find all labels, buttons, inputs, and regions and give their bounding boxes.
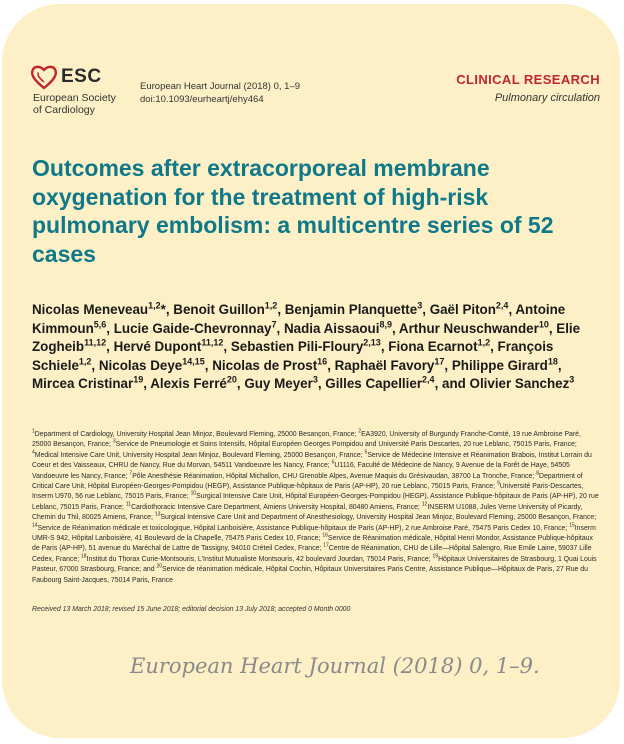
doi-link[interactable]: doi:10.1093/eurheartj/ehy464 <box>140 94 264 105</box>
author-affiliation-ref: 2,13 <box>363 337 381 348</box>
affiliation-number: 9 <box>496 480 500 487</box>
affiliation-text: Medical Intensive Care Unit, University Hospital Jean Minjoz, Boulevard Fleming, 25000 Besançon, France; <box>34 451 365 459</box>
affiliation-text: Service de Médecine Intensive et Réanimation Brabois, Institut Lorrain du Coeur et des Vaisseaux, CHRU de Nancy, Rue du Morvan, 54511 Vandoeuvre les Nancy, France; <box>32 451 592 470</box>
affiliation-number: 18 <box>81 553 87 560</box>
author-name[interactable]: Gaël Piton <box>429 302 496 317</box>
affiliation-number: 3 <box>112 439 116 446</box>
author-name[interactable]: Lucie Gaide-Chevronnay <box>113 320 272 336</box>
author-name[interactable]: Nicolas Deye <box>98 357 183 373</box>
paper-card <box>2 4 620 738</box>
affiliation-text: Pôle Anesthésie Réanimation, Hôpital Michallon, CHU Grenoble Alpes, Avenue Maquis du Grésivaudan, 38700 La Tronche, France; <box>132 472 537 480</box>
affiliation-text: Inserm UMR-S 942, Hôpital Lariboisière, 41 Boulevard de la Chapelle, 75475 Paris Cedex 10, France; <box>32 524 596 543</box>
author-affiliation-ref: 3 <box>312 374 318 385</box>
affiliation-text: Centre de Réanimation, CHU de Lille—Hôpital Salengro, Rue Emile Laine, 59037 Lille Cedex, France; <box>32 545 592 563</box>
affiliation-number: 13 <box>154 511 161 518</box>
article-title: Outcomes after extracorporeal membrane oxygenation for the treatment of high-risk pulmonary embolism: a multicentre series of 52 cases <box>32 155 554 267</box>
author-name[interactable]: Antoine Kimmoun <box>32 302 566 336</box>
affiliation-number: 17 <box>323 543 329 550</box>
org-subtitle: European Society of Cardiology <box>33 92 116 116</box>
author-affiliation-ref: 7 <box>271 319 277 330</box>
author-list: Nicolas Meneveau$^{1,2}$*, Benoit Guillon$^{1,2}$, Benjamin Planquette$^3$, Gaël Piton$^{2,4}$, Antoine Kimmoun$^{5,6}$, Lucie Gaide-Chevronnay$^7$, Nadia Aissaoui$^{8,9}$, Arthur Neuschwander$^{10}$, Elie Zogheib$^{11,12}$, Hervé Dupont$^{11,12}$, Sebastien Pili-Floury$^{2,13}$, Fiona Ecarnot$^{1,2}$, François Schiele$^{1,2}$, Nicolas Deye$^{14,15}$, Nicolas de Prost$^{16}$, Raphaël Favory$^{17}$, Philippe Girard$^{18}$, Mircea Cristinar$^{19}$, Alexis Ferré$^{20}$, Guy Meyer$^3$, Gilles Capellier$^{2,4}$, and Olivier Sanchez$^3$ <box>32 300 581 391</box>
author-affiliation-ref: 10 <box>538 319 549 330</box>
affiliation-number: 5 <box>364 449 368 456</box>
section-subtitle: Pulmonary circulation <box>494 92 600 104</box>
affiliation-text: Surgical Intensive Care Unit and Department of Anesthesiology, University Hospital Jean Minjoz, Boulevard Fleming, 25000 Besançon, France; <box>160 514 597 522</box>
author-name[interactable]: Mircea Cristinar <box>32 376 134 391</box>
section-title: CLINICAL RESEARCH <box>456 72 600 87</box>
author-affiliation-ref: 11,12 <box>201 337 224 348</box>
affiliation-text: Service de Réanimation médicale et toxicologique, Hôpital Lariboisière, Assistance Publique-hôpitaux de Paris (AP-HP), 2 rue Ambroise Paré, 75475 Paris Cedex 10, France; <box>37 524 570 532</box>
author-affiliation-ref: 3 <box>417 300 423 311</box>
affiliation-text: Cardiothoracic Intensive Care Department, Amiens University Hospital, 80480 Amiens, France; <box>131 503 422 511</box>
affiliation-text: EA3920, University of Burgundy Franche-Comté, 19 rue Ambroise Paré, 25000 Besançon, France; <box>32 431 581 449</box>
author-name[interactable]: Elie Zogheib <box>32 320 581 354</box>
affiliations <box>32 430 600 586</box>
author-name[interactable]: Arthur Neuschwander <box>398 320 539 336</box>
esc-logo <box>30 62 140 116</box>
author-name[interactable]: Guy Meyer <box>244 376 313 391</box>
affiliation-number: 15 <box>569 522 575 529</box>
author-name[interactable]: Hervé Dupont <box>113 339 202 354</box>
affiliation-number: 16 <box>322 532 328 539</box>
author-name[interactable]: Fiona Ecarnot <box>388 339 478 354</box>
affiliation-number: 1 <box>32 428 35 435</box>
affiliation-text: INSERM U1088, Jules Verne University of Picardy, Chemin du Thil, 80025 Amiens, France; <box>32 503 583 522</box>
author-name[interactable]: Philippe Girard <box>451 357 548 373</box>
affiliation-number: 6 <box>331 459 335 466</box>
page-header <box>30 58 602 118</box>
affiliation-text: Service de Pneumologie et Soins Intensifs, Hôpital Européen Georges Pompidou and Université Paris Descartes, 20 rue Leblanc, 75015 Paris, France; <box>115 441 577 449</box>
author-affiliation-ref: 1,2 <box>148 300 161 311</box>
heart-icon <box>30 64 58 90</box>
affiliation-text: Department of Cardiology, University Hospital Jean Minjoz, Boulevard Fleming, 25000 Besançon, France; <box>34 431 359 438</box>
author-name[interactable]: François Schiele <box>32 339 554 373</box>
author-affiliation-ref: 20 <box>226 374 237 385</box>
author-affiliation-ref: 18 <box>547 356 558 367</box>
affiliation-number: 12 <box>421 501 428 508</box>
affiliation-number: 19 <box>432 553 439 560</box>
author-name[interactable]: Nicolas de Prost <box>212 357 318 373</box>
author-affiliation-ref: 14,15 <box>182 356 205 367</box>
author-affiliation-ref: 11,12 <box>84 337 107 348</box>
affiliation-number: 8 <box>536 470 539 477</box>
author-affiliation-ref: 3 <box>569 374 575 385</box>
affiliation-text: Service de Réanimation médicale, Hôpital Henri Mondor, Assistance Publique-hôpitaux de Paris (AP-HP), 51 avenue du Maréchal de Lattre de Tassigny, 94010 Créteil Cedex, France; <box>32 535 593 553</box>
affiliation-text: Department of Critical Care Unit, Hôpital Européen-Georges-Pompidou (HEGP), Assistance Publique-hôpitaux de Paris (AP-HP), 20 rue Leblanc, 75015 Paris, France; <box>32 472 583 491</box>
affiliation-number: 7 <box>129 470 133 477</box>
affiliation-text: U1116, Faculté de Médecine de Nancy, 9 Avenue de la Forêt de Haye, 54505 Vandoeuvre les Nancy, France; <box>32 462 570 480</box>
author-affiliation-ref: 1,2 <box>264 300 278 311</box>
author-name[interactable]: Nicolas Meneveau <box>32 302 149 317</box>
citation-caption: European Heart Journal (2018) 0, 1–9. <box>130 654 540 678</box>
affiliation-number: 4 <box>32 449 35 456</box>
affiliation-text: Surgical Intensive Care Unit, Hôpital Européen-Georges-Pompidou (HEGP), Assistance Publique-hôpitaux de Paris (AP-HP), 20 rue Leblanc, 75015 Paris, France; <box>32 493 599 511</box>
journal-citation-block <box>140 80 300 106</box>
affiliation-number: 14 <box>32 522 38 529</box>
corresponding-author-mark: * <box>160 302 166 317</box>
author-name[interactable]: Sebastien Pili-Floury <box>230 339 364 354</box>
author-affiliation-ref: 17 <box>434 356 445 367</box>
author-affiliation-ref: 1,2 <box>477 337 491 348</box>
journal-citation: European Heart Journal (2018) 0, 1–9 <box>140 81 301 92</box>
affiliation-text: Hôpitaux Universitaires de Strasbourg, 1 Quai Louis Pasteur, 67000 Strasbourg, France; and <box>32 555 597 574</box>
author-affiliation-ref: 19 <box>133 374 144 385</box>
received-dates: Received 13 March 2018; revised 15 June 2018; editorial decision 13 July 2018; accepted 0 Month 0000 <box>32 606 351 613</box>
author-affiliation-ref: 2,4 <box>422 374 435 385</box>
org-name: ESC <box>61 66 102 87</box>
author-name[interactable]: Alexis Ferré <box>150 376 227 391</box>
affiliation-number: 20 <box>156 563 163 570</box>
author-affiliation-ref: 1,2 <box>78 356 92 367</box>
author-affiliation-ref: 16 <box>317 356 328 367</box>
author-name[interactable]: Raphaël Favory <box>334 357 435 373</box>
author-name[interactable]: Benjamin Planquette <box>284 302 418 317</box>
author-name[interactable]: Olivier Sanchez <box>469 376 570 391</box>
affiliation-number: 11 <box>125 501 132 508</box>
affiliation-text: Institut du Thorax Curie-Montsouris, L'Institut Mutualiste Montsouris, 42 boulevard Jourdan, 75014 Paris, France; <box>86 555 433 563</box>
author-name[interactable]: Benoit Guillon <box>173 302 265 317</box>
author-name[interactable]: Gilles Capellier <box>325 376 423 391</box>
affiliation-text: Service de réanimation médicale, Hôpital Cochin, Hôpitaux Universitaires Paris Centre, Assistance Publique—Hôpitaux de Paris, 27 Rue du Faubourg Saint-Jacques, 75014 Paris, France <box>32 566 588 584</box>
affiliation-text: Université Paris-Descartes, Inserm U970, 56 rue Leblanc, 75015 Paris, France; <box>32 483 584 501</box>
author-affiliation-ref: 8,9 <box>379 319 392 330</box>
affiliation-number: 10 <box>190 491 197 498</box>
affiliation-number: 2 <box>358 428 362 435</box>
author-affiliation-ref: 5,6 <box>93 319 107 330</box>
author-name[interactable]: Nadia Aissaoui <box>283 320 380 336</box>
author-affiliation-ref: 2,4 <box>495 300 509 311</box>
